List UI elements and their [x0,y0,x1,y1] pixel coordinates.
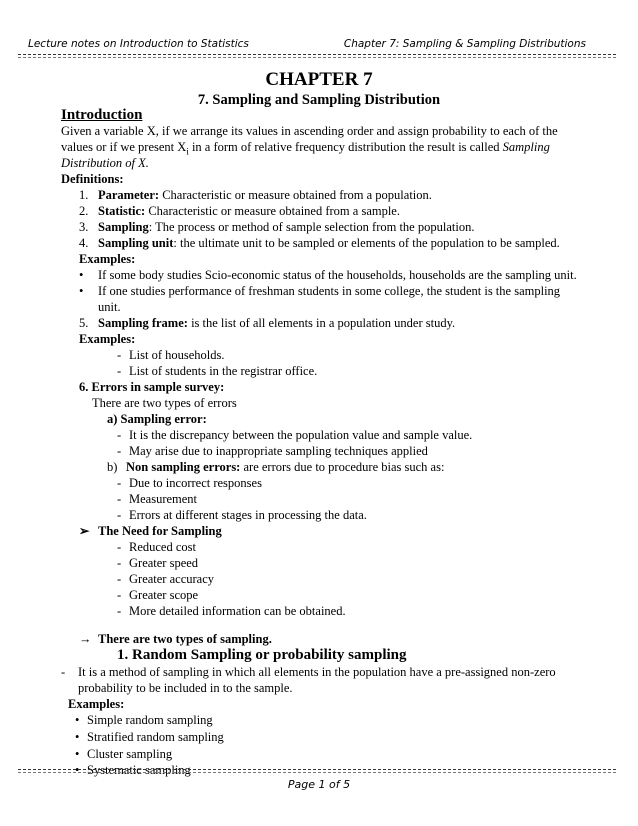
dash-item: - Greater speed [117,556,199,570]
right-arrow-icon: → [79,632,92,646]
random-def-cont: probability to be included in to the sample. [78,681,293,695]
header-left: Lecture notes on Introduction to Statistics [28,38,249,50]
definition-item: 2. Statistic: Characteristic or measure obtained from a sample. [79,204,400,218]
errors-heading: 6. Errors in sample survey: [79,380,225,394]
intro-text: values or if we present $X_i$ in a form of relative frequency distribution the result is called Sampling [61,140,550,157]
intro-heading: Introduction [61,107,143,123]
types-heading: → There are two types of sampling. [79,632,272,646]
definition-item: 5. Sampling frame: is the list of all elements in a population under study. [79,316,456,330]
definition-item: 3. Sampling: The process or method of sample selection from the population. [79,220,475,234]
definition-item: 4. Sampling unit: the ultimate unit to be sampled or elements of the population to be sampled. [79,236,560,250]
footer-rule-2 [18,772,616,773]
intro-text: Distribution of X. [61,156,149,170]
bullet-item-cont: unit. [98,300,121,314]
arrow-bullet-icon: ➢ [79,524,90,538]
definition-item: 1. Parameter: Characteristic or measure obtained from a population. [79,188,432,202]
intro-text: Given a variable X, if we arrange its values in ascending order and assign probability to each of the [61,124,558,138]
dash-item: - May arise due to inappropriate sampling techniques applied [117,444,428,458]
dash-item: - Due to incorrect responses [117,476,262,490]
page-footer: Page 1 of 5 [287,778,351,791]
random-sampling-heading: 1. Random Sampling or probability sampling [117,647,407,663]
dash-item: - It is the discrepancy between the population value and sample value. [117,428,473,442]
dash-item: - Measurement [117,492,198,506]
examples-label: Examples: [79,332,136,346]
bullet-item: • Simple random sampling [75,713,213,727]
bullet-icon: • [75,713,80,727]
bullet-item: • If some body studies Scio-economic status of the households, households are the sampling unit. [79,268,577,282]
examples-label: Examples: [68,697,125,711]
chapter-title: CHAPTER 7 [265,69,373,90]
dash-item: - List of households. [117,348,225,362]
bullet-item: • Cluster sampling [75,747,173,761]
dash-item: - Reduced cost [117,540,196,554]
sampling-error-heading: a) Sampling error: [107,412,207,426]
dash-item: - Greater scope [117,588,199,602]
bullet-icon: • [79,268,84,282]
non-sampling-error: b) Non sampling errors: are errors due to procedure bias such as: [107,460,445,474]
bullet-icon: • [75,763,80,777]
header-rule-2 [18,57,616,58]
header-right: Chapter 7: Sampling & Sampling Distributions [343,38,586,50]
bullet-item: • Stratified random sampling [75,730,224,744]
need-heading: ➢ The Need for Sampling [79,524,222,538]
dash-item: - More detailed information can be obtained. [117,604,346,618]
errors-intro: There are two types of errors [92,396,237,410]
bullet-icon: • [75,730,80,744]
examples-label: Examples: [79,252,136,266]
random-def: - It is a method of sampling in which all elements in the population have a pre-assigned non-zero [61,665,556,679]
dash-item: - List of students in the registrar office. [117,364,318,378]
footer-rule [18,769,616,770]
chapter-subtitle: 7. Sampling and Sampling Distribution [197,92,441,108]
header-rule [18,54,616,55]
bullet-item: • Systematic sampling [75,763,191,777]
bullet-item: • If one studies performance of freshman students in some college, the student is the sampling [79,284,561,298]
dash-item: - Errors at different stages in processing the data. [117,508,367,522]
definitions-label: Definitions: [61,172,124,186]
bullet-icon: • [75,747,80,761]
bullet-icon: • [79,284,84,298]
dash-item: - Greater accuracy [117,572,214,586]
